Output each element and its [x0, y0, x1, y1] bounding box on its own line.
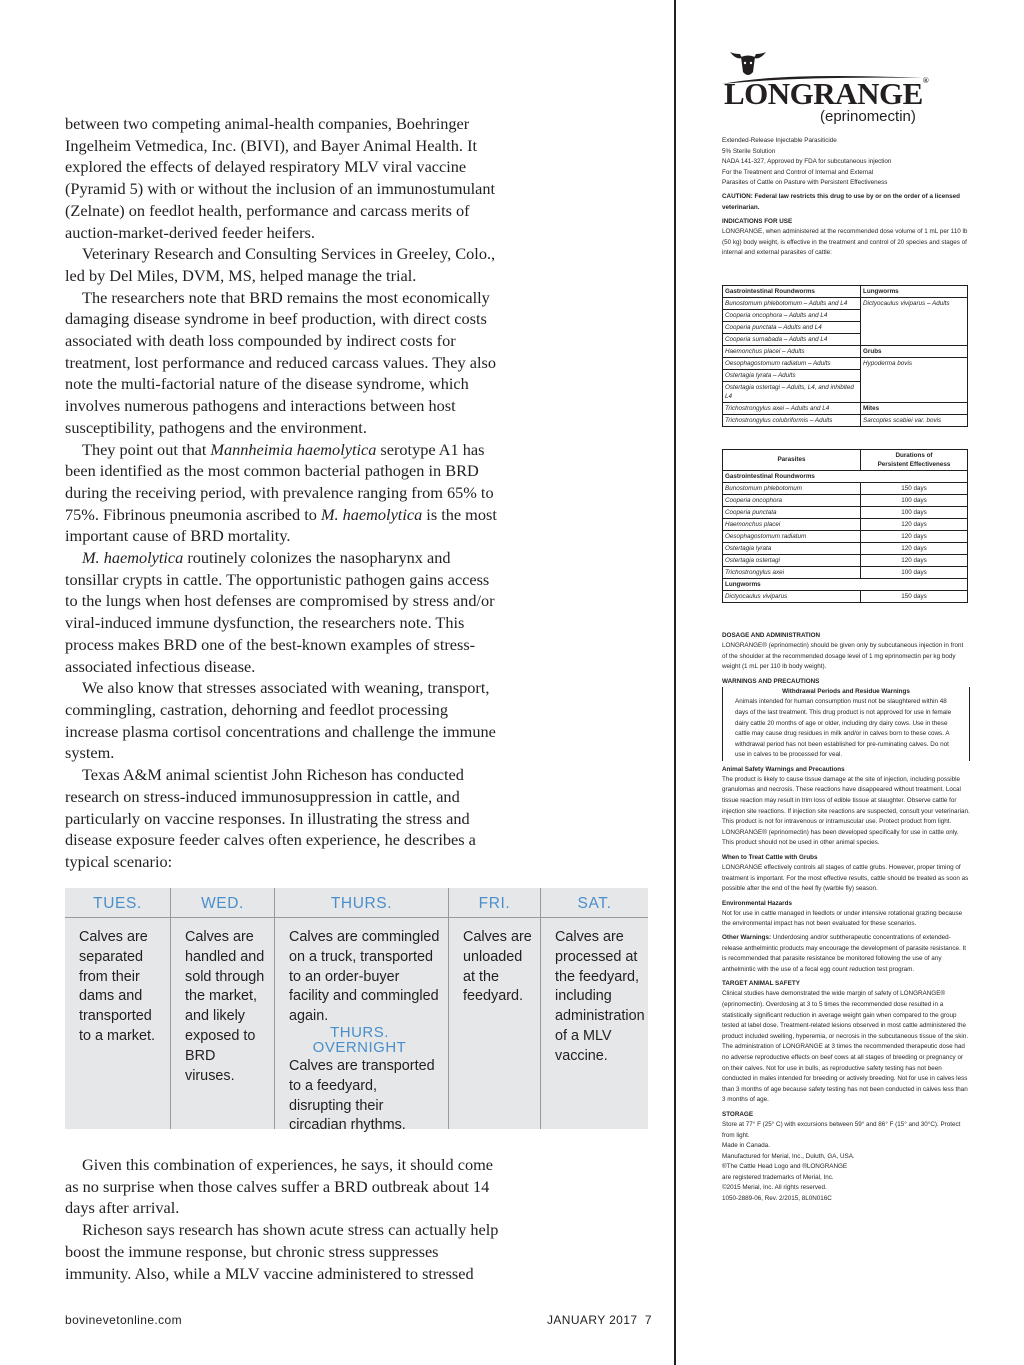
section-title: TARGET ANIMAL SAFETY	[722, 980, 800, 988]
day-label: TUES.	[65, 888, 170, 918]
parasites-table: Gastrointestinal Roundworms Lungworms Bunostomum phlebotomum – Adults and L4 Dictyocaulus viviparus – Adults Cooperia oncophora – Adults and L4 Cooperia punctata – Adults and L4 Cooperia surnabada – Adults and L4 Haemonchus placei – Adults Grubs Oesophagostomum radiatum – Adults Hypoderma bovis Ostertagia lyrata – Adults Ostertagia ostertagi – Adults, L4, and inhibited L4 Trichostrongylus axei – Adults and L4 Mites Trichostrongylus colubriformis – Adults Sarcoptes scabiei var. bovis	[722, 285, 968, 427]
indications-text: LONGRANGE, when administered at the recommended dose volume of 1 mL per 110 lb (50 kg) body weight, is effective in the treatment and control of 20 species and stages of internal and external parasites of cattle:	[722, 228, 968, 257]
ad-intro: Extended-Release Injectable Parasiticide 5% Sterile Solution NADA 141-327, Approved by FDA for subcutaneous injection For the Treatment and Control of Internal and External Parasites of Cattle on Pasture with Persistent Effectiveness	[722, 137, 892, 187]
brand-generic: (eprinomectin)	[820, 108, 916, 125]
other-warnings: Other Warnings: Underdosing and/or subtherapeutic concentrations of extended-release anthelmintic products may encourage the development of parasite resistance. It is recommended that parasite resistance be monitored following the use of any anthelmintic with the use of a fecal egg count reduction test program.	[722, 934, 966, 973]
timeline-day	[275, 888, 449, 1134]
timeline-day	[449, 888, 541, 1129]
paragraph: Richeson says research has shown acute stress can actually help boost the immune response, but chronic stress suppresses immunity. Also, while a MLV vaccine administered to stressed	[65, 1220, 499, 1283]
section-title: INDICATIONS FOR USE	[722, 218, 793, 226]
day-label: WED.	[171, 888, 274, 918]
withdrawal-box: Withdrawal Periods and Residue Warnings Animals intended for human consumption must not be slaughtered within 48 days of the last treatment. This drug product is not approved for use in female dairy cattle 20 months of age or older, including dry dairy cows. Use in these cattle may cause drug residues in milk and/or in calves born to these cows. A withdrawal period has not been established for pre-ruminating calves. Do not use in calves to be processed for veal.	[722, 687, 970, 761]
day-text: Calves are commingled on a truck, transported to an order-buyer facility and commingled again.	[289, 929, 440, 1025]
timeline-day	[541, 888, 648, 1129]
timeline-day	[65, 888, 171, 1129]
when-text: LONGRANGE effectively controls all stages of cattle grubs. However, proper timing of treatment is important. For the most effective results, cattle should be treated as soon as possible after the end of the heel fly (warble fly) season.	[722, 864, 969, 893]
dosage-text: LONGRANGE® (eprinomectin) should be given only by subcutaneous injection in front of the shoulder at the recommended dosage level of 1 mg eprinomectin per kg body weight (1 mL per 110 lb body weight).	[722, 641, 964, 671]
paragraph: Texas A&M animal scientist John Richeson has conducted research on stress-induced immunosuppression in cattle, and particularly on vaccine responses. In illustrating the stress and disease exposure feeder calves often experience, he describes a typical scenario:	[65, 765, 476, 871]
day-label: FRI.	[449, 888, 540, 918]
caution-text: CAUTION: Federal law restricts this drug to use by or on the order of a licensed veterinarian.	[722, 192, 960, 211]
section-title: DOSAGE AND ADMINISTRATION	[722, 631, 821, 639]
footer-site[interactable]: bovinevetonline.com	[65, 1313, 183, 1327]
timeline-day	[171, 888, 275, 1129]
day-sub-label: THURS.	[330, 1023, 389, 1041]
storage-text: Store at 77° F (25° C) with excursions between 59° and 86° F (15° and 30°C). Protect from light.	[722, 1120, 961, 1139]
persistence-table: Parasites Durations of Persistent Effectiveness Gastrointestinal Roundworms Bunostomum phlebotomum 150 days Cooperia oncophora 100 days Cooperia punctata 100 days Haemonchus placei 120 days Oesophagostomum radiatum 120 days Ostertagia lyrata 120 days Ostertagia ostertagi 120 days Trichostrongylus axei 100 days Lungworms Dictyocaulus viviparus 150 days	[722, 449, 968, 603]
paragraph: Veterinary Research and Consulting Services in Greeley, Colo., led by Del Miles, DVM, MS, helped manage the trial.	[65, 244, 496, 285]
closing-text: Made in Canada. Manufactured for Merial, Inc., Duluth, GA, USA. ®The Cattle Head Logo and ®LONGRANGE are registered trademarks of Merial, Inc. ©2015 Merial, Inc. All rights reserved. 1050-2889-06, Rev. 2/2015, 8L0N016C	[722, 1142, 855, 1203]
day-sub-label: OVERNIGHT	[312, 1038, 407, 1056]
section-title: STORAGE	[722, 1110, 754, 1118]
paragraph: We also know that stresses associated with weaning, transport, commingling, castration, dehorning and feedlot processing increase plasma cortisol concentrations and challenge the immune system.	[65, 678, 496, 763]
env-text: Not for use in cattle managed in feedlots or under intensive rotational grazing because the environmental impact has not been evaluated for these scenarios.	[722, 909, 963, 928]
day-text: Calves are processed at the feedyard, including administration of a MLV vaccine.	[555, 929, 645, 1064]
article-body	[65, 113, 505, 873]
paragraph: The researchers note that BRD remains the most economically damaging disease syndrome in beef production, with direct costs associated with death loss compounded by indirect costs for treatment, lost performance and reduced carcass values. They also note the multi-factorial nature of the disease syndrome, which involves numerous pathogens and interactions between host susceptibility, pathogens and the environment.	[65, 287, 496, 437]
target-text: Clinical studies have demonstrated the wide margin of safety of LONGRANGE® (eprinomectin). Overdosing at 3 to 5 times the recommended dose resulted in a statistically significant reduction in average weight gain when compared to the group tested at label dose. Treatment-related lesions observed in most cattle administered the product included swelling, hyperemia, or necrosis in the subcutaneous tissue of the skin. The administration of LONGRANGE at 3 times the recommended therapeutic dose had no adverse reproductive effects on beef cows at all stages of breeding or pregnancy or on their calves. Not for use in bulls, as reproductive safety testing has not been conducted in males intended for breeding or actively breeding. Not for use in calves less than 3 months of age because safety testing has not been conducted in calves less than 3 months of age.	[722, 990, 969, 1104]
day-sub-text: Calves are transported to a feedyard, disrupting their circadian rhythms.	[289, 1057, 435, 1134]
page-number: 7	[644, 1313, 652, 1327]
day-text: Calves are unloaded at the feedyard.	[463, 929, 532, 1005]
section-title: When to Treat Cattle with Grubs	[722, 854, 818, 862]
article-body-continued	[65, 1154, 505, 1284]
longrange-ad	[722, 48, 970, 1205]
section-title: Environmental Hazards	[722, 899, 792, 907]
section-title: WARNINGS AND PRECAUTIONS	[722, 677, 820, 685]
day-label: SAT.	[541, 888, 648, 918]
page-divider	[674, 0, 676, 1365]
brand-logo	[722, 48, 970, 134]
animal-safety-text: The product is likely to cause tissue damage at the site of injection, including possible granulomas and necrosis. These reactions have disappeared without treatment. Local tissue reaction may result in trim loss of edible tissue at slaughter. Observe cattle for injection site reactions. If injection site reactions are suspected, consult your veterinarian. This product is not for intravenous or intramuscular use. Protect product from light. LONGRANGE® (eprinomectin) has been developed specifically for use in cattle only. This product should not be used in other animal species.	[722, 775, 970, 847]
day-label: THURS.	[275, 888, 448, 918]
day-text: Calves are separated from their dams and transported to a market.	[79, 929, 155, 1044]
paragraph: between two competing animal-health companies, Boehringer Ingelheim Vetmedica, Inc. (BIVI), and Bayer Animal Health. It explored the effects of delayed respiratory MLV viral vaccine (Pyramid 5) with or without the inclusion of an immunostumulant (Zelnate) on feedlot health, performance and carcass merits of auction-market-derived feeder heifers.	[65, 114, 496, 242]
footer-date: JANUARY 2017 7	[547, 1313, 652, 1327]
day-text: Calves are handled and sold through the market, and likely exposed to BRD viruses.	[185, 929, 265, 1084]
paragraph: M. haemolytica routinely colonizes the nasopharynx and tonsillar crypts in cattle. The opportunistic pathogen gains access to the lungs when host defenses are compromised by stress and/or viral-induced immune dysfunction, the researchers note. This process makes BRD one of the best-known examples of stress-associated infectious disease.	[65, 548, 495, 676]
brand-name: LONGRANGE®	[724, 76, 929, 111]
paragraph: Given this combination of experiences, he says, it should come as no surprise when those calves suffer a BRD outbreak about 14 days after arrival.	[65, 1155, 494, 1218]
stress-timeline	[65, 888, 648, 1134]
paragraph: They point out that Mannheimia haemolytica serotype A1 has been identified as the most common bacterial pathogen in BRD during the receiving period, with prevalence ranging from 65% to 75%. Fibrinous pneumonia ascribed to M. haemolytica is the most important cause of BRD mortality.	[65, 439, 497, 546]
section-title: Animal Safety Warnings and Precautions	[722, 765, 845, 773]
